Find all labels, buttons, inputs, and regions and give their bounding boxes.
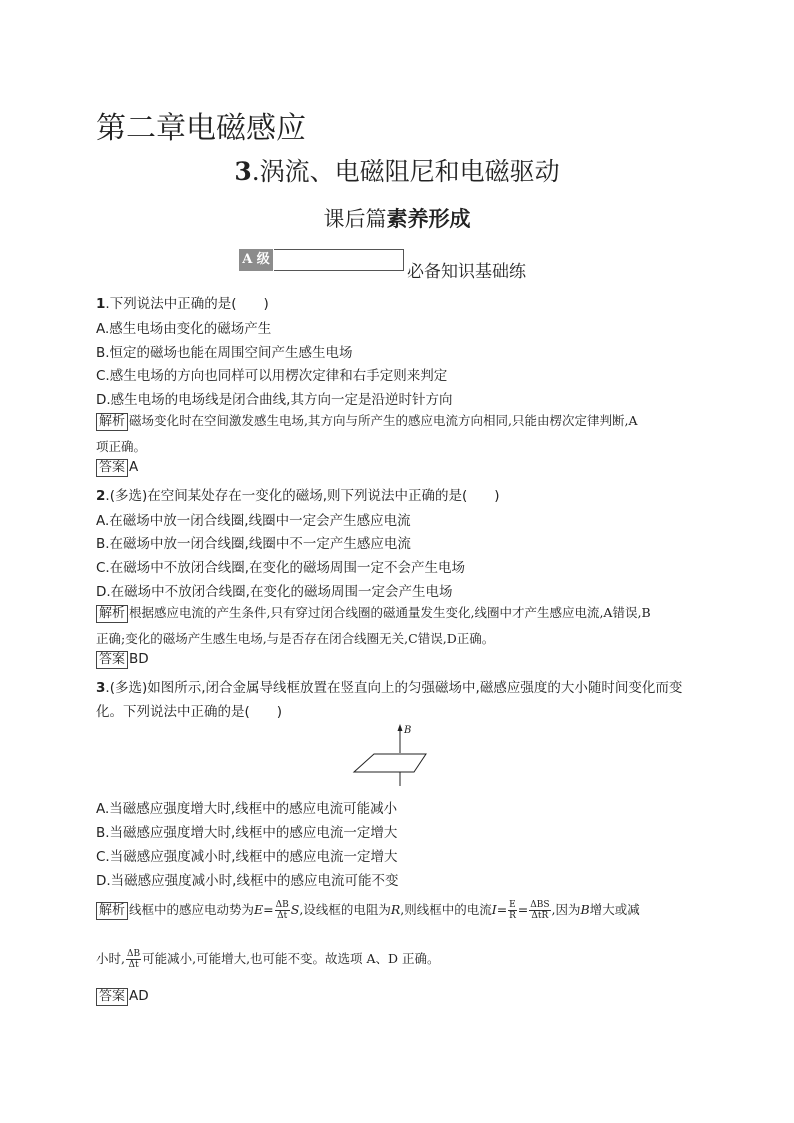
question-2-answer	[96, 651, 149, 669]
field-arrowhead	[398, 724, 403, 731]
question-1-stem	[96, 292, 269, 312]
analysis-tag: 解析	[96, 413, 128, 431]
analysis-tag: 解析	[96, 605, 128, 623]
level-badge: A 级	[239, 249, 273, 271]
question-1-option-c: C.感生电场的方向也同样可以用楞次定律和右手定则来判定	[96, 368, 448, 384]
fraction-E-R: $\frac{E}{R}$	[509, 900, 516, 921]
question-3-answer	[96, 988, 149, 1006]
answer-tag: 答案	[96, 988, 128, 1006]
after-class-bold: 素养形成	[386, 206, 471, 231]
question-3-option-d: D.当磁感应强度减小时,线框中的感应电流可能不变	[96, 873, 399, 889]
fraction-dB-dt: $\frac{\Delta B}{\Delta t}$	[275, 900, 289, 921]
section-title-text: .涡流、电磁阻尼和电磁驱动	[251, 157, 560, 186]
question-1-analysis-line-2: 项正确。	[96, 439, 147, 454]
analysis-text: 根据感应电流的产生条件,只有穿过闭合线圈的磁通量发生变化,线圈中才产生感应电流,A错误,B	[129, 605, 651, 620]
question-3-option-b: B.当磁感应强度增大时,线框中的感应电流一定增大	[96, 825, 398, 841]
question-1-analysis-line-1	[96, 411, 637, 431]
question-3-analysis-line-2: 小时, $\frac{\Delta B}{\Delta t}$ 可能减小,可能增大,也可能不变。故选项 A、D 正确。	[96, 949, 440, 970]
question-3-stem-line-1	[96, 676, 682, 696]
level-title: 必备知识基础练	[407, 262, 526, 282]
after-class-plain: 课后篇	[323, 207, 387, 231]
analysis-tag: 解析	[96, 902, 128, 920]
question-2-option-d: D.在磁场中不放闭合线圈,在变化的磁场周围一定会产生电场	[96, 584, 453, 600]
answer-tag: 答案	[96, 459, 128, 477]
fraction-dBS-dtR: $\frac{\text{ΔBS}}{\text{ΔtR}}$	[530, 900, 550, 921]
question-stem-text: .(多选)在空间某处存在一变化的磁场,则下列说法中正确的是( )	[105, 488, 500, 504]
question-2-option-b: B.在磁场中放一闭合线圈,线圈中不一定产生感应电流	[96, 536, 411, 552]
question-3-stem-line-2: 化。下列说法中正确的是( )	[96, 704, 283, 720]
section-title	[0, 152, 794, 188]
analysis-text: 磁场变化时在空间激发感生电场,其方向与所产生的感应电流方向相同,只能由楞次定律判断,A	[129, 413, 638, 428]
after-class-heading	[0, 203, 794, 233]
answer-value: AD	[129, 988, 149, 1004]
field-label: B	[404, 725, 412, 736]
wire-frame-outline	[354, 754, 426, 772]
question-2-option-c: C.在磁场中不放闭合线圈,在变化的磁场周围一定不会产生电场	[96, 560, 466, 576]
question-2-analysis-line-2: 正确;变化的磁场产生感生电场,与是否存在闭合线圈无关,C错误,D正确。	[96, 631, 495, 646]
question-3-analysis-line-1: 解析 线框中的感应电动势为E= $\frac{\Delta B}{\Delta t}$ S,设线框的电阻为R,则线框中的电流I= $\frac{E}{R}$ = $\frac{\text{ΔBS}}{\text{ΔtR}}$ ,因为B增大或减	[96, 900, 640, 921]
wire-frame-figure	[350, 722, 450, 788]
fraction-dB-dt-2: $\frac{\Delta B}{\Delta t}$	[126, 949, 141, 970]
question-3-option-c: C.当磁感应强度减小时,线框中的感应电流一定增大	[96, 849, 398, 865]
question-number: 1	[96, 296, 106, 312]
answer-value: BD	[129, 651, 149, 667]
question-stem-text: .下列说法中正确的是( )	[105, 296, 269, 312]
section-number: 3	[234, 157, 252, 186]
question-1-option-a: A.感生电场由变化的磁场产生	[96, 321, 272, 337]
level-name-box	[274, 249, 404, 271]
question-stem-text: .(多选)如图所示,闭合金属导线框放置在竖直向上的匀强磁场中,磁感应强度的大小随时间变化而变	[105, 680, 683, 696]
question-number: 2	[96, 488, 106, 504]
question-2-analysis-line-1	[96, 603, 651, 623]
question-1-option-d: D.感生电场的电场线是闭合曲线,其方向一定是沿逆时针方向	[96, 392, 453, 408]
question-3-option-a: A.当磁感应强度增大时,线框中的感应电流可能减小	[96, 801, 398, 817]
question-2-stem	[96, 484, 500, 504]
chapter-title: 第二章电磁感应	[96, 111, 306, 146]
question-2-option-a: A.在磁场中放一闭合线圈,线圈中一定会产生感应电流	[96, 513, 411, 529]
question-1-option-b: B.恒定的磁场也能在周围空间产生感生电场	[96, 345, 353, 361]
question-1-answer	[96, 459, 138, 477]
question-number: 3	[96, 680, 106, 696]
answer-tag: 答案	[96, 651, 128, 669]
answer-value: A	[129, 459, 139, 475]
